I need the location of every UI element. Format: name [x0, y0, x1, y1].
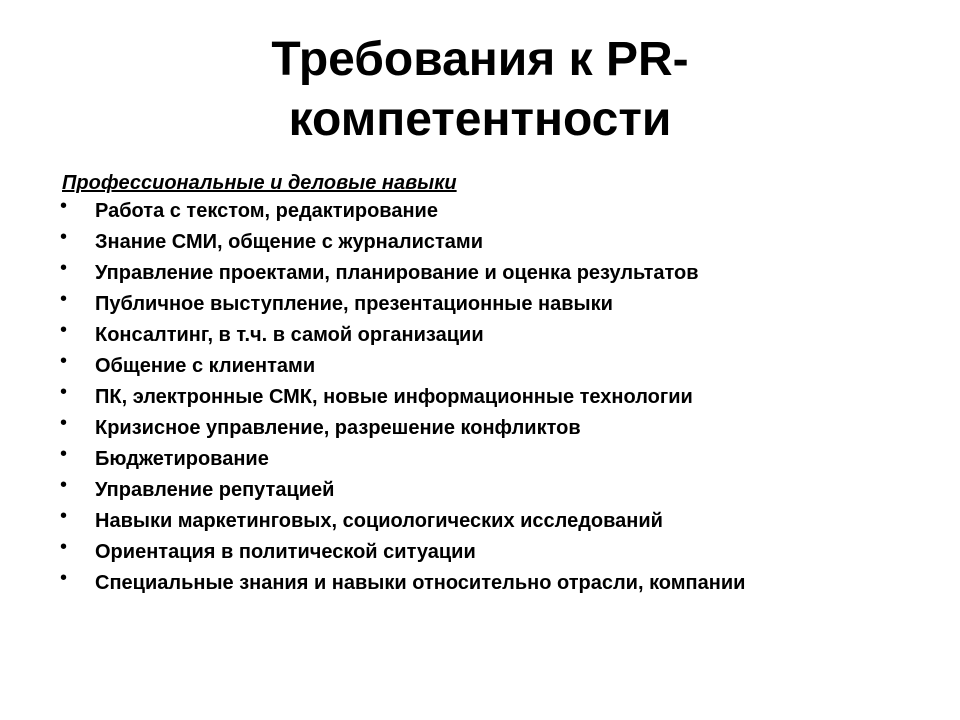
bullet-item	[60, 350, 930, 378]
bullet-item-label: Общение с клиентами	[95, 355, 316, 377]
bullet-item-label: Знание СМИ, общение с журналистами	[95, 231, 484, 253]
bullet-item	[60, 288, 930, 316]
slide-title-line-1: Требования к PR-	[271, 33, 689, 86]
bullet-item	[60, 257, 930, 285]
bullet-dot-icon: •	[60, 195, 68, 217]
bullet-dot-icon: •	[60, 443, 68, 465]
bullet-item-label: Ориентация в политической ситуации	[95, 541, 476, 563]
bullet-item-label: ПК, электронные СМК, новые информационные технологии	[95, 386, 693, 408]
bullet-dot-icon: •	[60, 412, 68, 434]
slide-title-line-2: компетентности	[288, 93, 672, 146]
bullet-dot-icon: •	[60, 505, 68, 527]
slide-title	[0, 30, 960, 150]
bullet-item	[60, 536, 930, 564]
bullet-item	[60, 505, 930, 533]
bullet-item-label: Бюджетирование	[95, 448, 269, 470]
bullet-item	[60, 381, 930, 409]
bullet-dot-icon: •	[60, 288, 68, 310]
bullet-dot-icon: •	[60, 474, 68, 496]
bullet-dot-icon: •	[60, 350, 68, 372]
bullet-item-label: Специальные знания и навыки относительно отрасли, компании	[95, 572, 746, 594]
bullet-item	[60, 443, 930, 471]
bullet-item	[60, 319, 930, 347]
bullet-dot-icon: •	[60, 381, 68, 403]
bullet-item	[60, 226, 930, 254]
bullet-list	[60, 195, 930, 595]
bullet-dot-icon: •	[60, 319, 68, 341]
section-subheading: Профессиональные и деловые навыки	[62, 172, 457, 194]
bullet-dot-icon: •	[60, 226, 68, 248]
bullet-item-label: Управление проектами, планирование и оценка результатов	[95, 262, 699, 284]
bullet-dot-icon: •	[60, 567, 68, 589]
bullet-item-label: Работа с текстом, редактирование	[95, 200, 438, 222]
bullet-item	[60, 412, 930, 440]
bullet-item	[60, 195, 930, 223]
bullet-dot-icon: •	[60, 536, 68, 558]
bullet-item	[60, 474, 930, 502]
bullet-item-label: Управление репутацией	[95, 479, 335, 501]
bullet-item-label: Публичное выступление, презентационные навыки	[95, 293, 613, 315]
bullet-item	[60, 567, 930, 595]
slide-content	[60, 169, 930, 603]
bullet-item-label: Консалтинг, в т.ч. в самой организации	[95, 324, 484, 346]
bullet-item-label: Кризисное управление, разрешение конфликтов	[95, 417, 581, 439]
bullet-dot-icon: •	[60, 257, 68, 279]
bullet-item-label: Навыки маркетинговых, социологических исследований	[95, 510, 663, 532]
